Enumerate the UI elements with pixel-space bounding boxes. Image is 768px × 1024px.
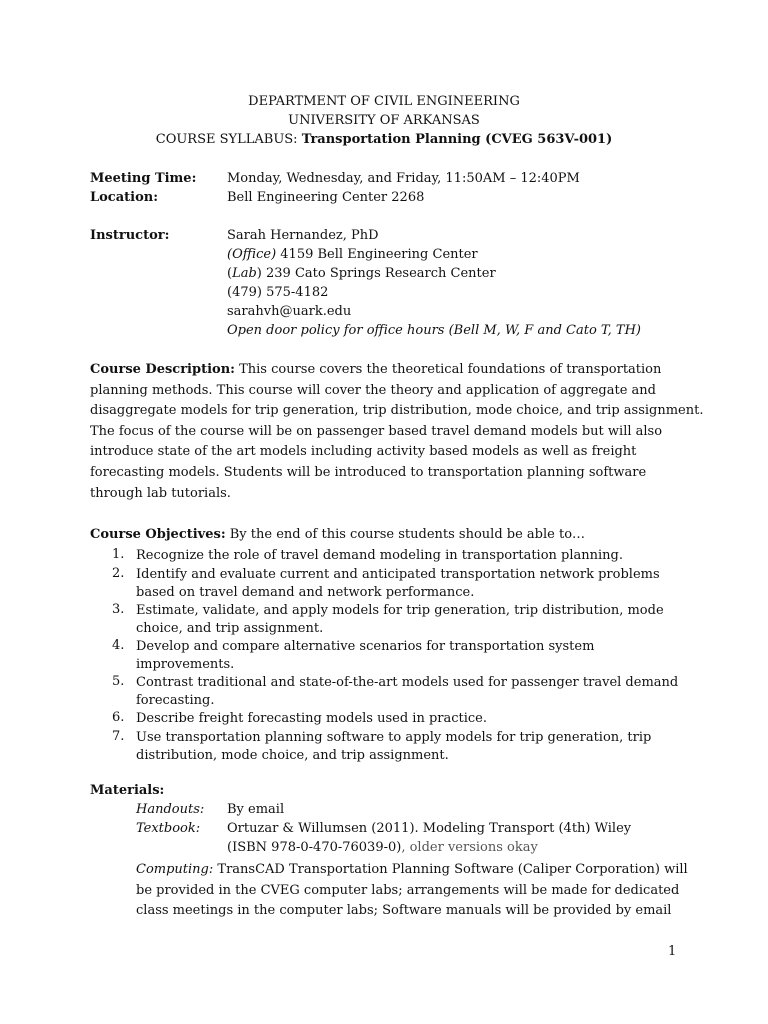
handouts-label: Handouts:: [136, 802, 205, 817]
computing-line: [136, 860, 696, 881]
textbook-isbn-line: [227, 840, 538, 855]
textbook-label: Textbook:: [136, 821, 201, 836]
objective-line: Describe freight forecasting models used in practice.: [136, 711, 488, 726]
objective-text: [136, 547, 623, 565]
objective-text: [136, 638, 594, 673]
objective-line: Recognize the role of travel demand modeling in transportation planning.: [136, 548, 623, 563]
lab-paren: (: [227, 266, 233, 281]
location-label: Location:: [90, 190, 159, 205]
instructor-email[interactable]: sarahvh@uark.edu: [227, 304, 352, 319]
computing-line: be provided in the CVEG computer labs; arrangements will be made for dedicated: [136, 882, 680, 898]
syllabus-prefix: COURSE SYLLABUS:: [155, 132, 298, 147]
lab-value: ) 239 Cato Springs Research Center: [256, 266, 496, 281]
materials-label: Materials:: [90, 783, 165, 798]
objective-number: 7.: [112, 729, 125, 744]
objective-number: 1.: [112, 547, 125, 562]
objective-text: [136, 729, 651, 764]
description-label: Course Description:: [90, 362, 235, 377]
description-line: The focus of the course will be on passenger based travel demand models but will also: [90, 423, 663, 439]
description-line: [90, 360, 690, 381]
handouts-value: By email: [227, 802, 285, 817]
description-line: introduce state of the art models including activity based models as well as freight: [90, 444, 637, 460]
objective-line: Identify and evaluate current and anticipated transportation network problems: [136, 567, 660, 582]
objective-line: Use transportation planning software to apply models for trip generation, trip: [136, 730, 652, 745]
objective-line: choice, and trip assignment.: [136, 620, 324, 636]
objective-line: improvements.: [136, 656, 235, 672]
objective-number: 4.: [112, 638, 125, 653]
location-value: Bell Engineering Center 2268: [227, 190, 425, 205]
office-value: 4159 Bell Engineering Center: [276, 247, 478, 262]
objective-text: [136, 602, 664, 637]
objective-text: [136, 710, 487, 728]
instructor-label: Instructor:: [90, 228, 170, 243]
computing-paragraph: [136, 860, 696, 922]
objective-line: based on travel demand and network performance.: [136, 584, 475, 600]
objective-line: Estimate, validate, and apply models for trip generation, trip distribution, mode: [136, 603, 664, 618]
instructor-phone: (479) 575-4182: [227, 285, 329, 300]
computing-line: class meetings in the computer labs; Software manuals will be provided by email: [136, 903, 672, 919]
instructor-lab: [227, 266, 496, 281]
textbook-older-note: , older versions okay: [401, 840, 538, 855]
description-line: forecasting models. Students will be introduced to transportation planning software: [90, 464, 647, 480]
course-title: Transportation Planning (CVEG 563V-001): [301, 132, 613, 147]
description-line: disaggregate models for trip generation, trip distribution, mode choice, and trip assignment.: [90, 403, 704, 419]
course-description: [90, 360, 704, 504]
objective-text: [136, 674, 678, 709]
objective-number: 3.: [112, 602, 125, 617]
instructor-name: Sarah Hernandez, PhD: [227, 228, 379, 243]
office-tag: (Office): [227, 247, 277, 262]
meeting-time-label: Meeting Time:: [90, 171, 197, 186]
lab-tag: Lab: [232, 266, 257, 281]
university-heading: UNIVERSITY OF ARKANSAS: [288, 113, 480, 128]
description-line: planning methods. This course will cover the theory and application of aggregate and: [90, 382, 656, 398]
department-heading: DEPARTMENT OF CIVIL ENGINEERING: [248, 94, 520, 109]
objective-text: [136, 566, 660, 601]
objective-line: distribution, mode choice, and trip assignment.: [136, 747, 449, 763]
page-number: 1: [668, 944, 677, 959]
objective-number: 6.: [112, 710, 125, 725]
objective-line: Contrast traditional and state-of-the-art models used for passenger travel demand: [136, 675, 679, 690]
office-hours-note: Open door policy for office hours (Bell M, W, F and Cato T, TH): [227, 323, 642, 338]
objectives-label: Course Objectives:: [90, 527, 226, 542]
objectives-intro: By the end of this course students should be able to…: [225, 527, 586, 542]
course-title-line: [0, 132, 768, 147]
computing-text: TransCAD Transportation Planning Software (Caliper Corporation) will: [213, 862, 688, 877]
description-line: through lab tutorials.: [90, 485, 231, 501]
textbook-value: Ortuzar & Willumsen (2011). Modeling Transport (4th) Wiley: [227, 821, 632, 836]
objective-line: Develop and compare alternative scenarios for transportation system: [136, 639, 595, 654]
objective-line: forecasting.: [136, 692, 215, 708]
description-text: This course covers the theoretical foundations of transportation: [234, 362, 662, 377]
objectives-heading: [90, 527, 585, 542]
textbook-isbn: (ISBN 978-0-470-76039-0): [227, 840, 402, 855]
computing-label: Computing:: [136, 862, 214, 877]
meeting-time-value: Monday, Wednesday, and Friday, 11:50AM – 12:40PM: [227, 171, 580, 186]
instructor-office: [227, 247, 478, 262]
objective-number: 2.: [112, 566, 125, 581]
objective-number: 5.: [112, 674, 125, 689]
